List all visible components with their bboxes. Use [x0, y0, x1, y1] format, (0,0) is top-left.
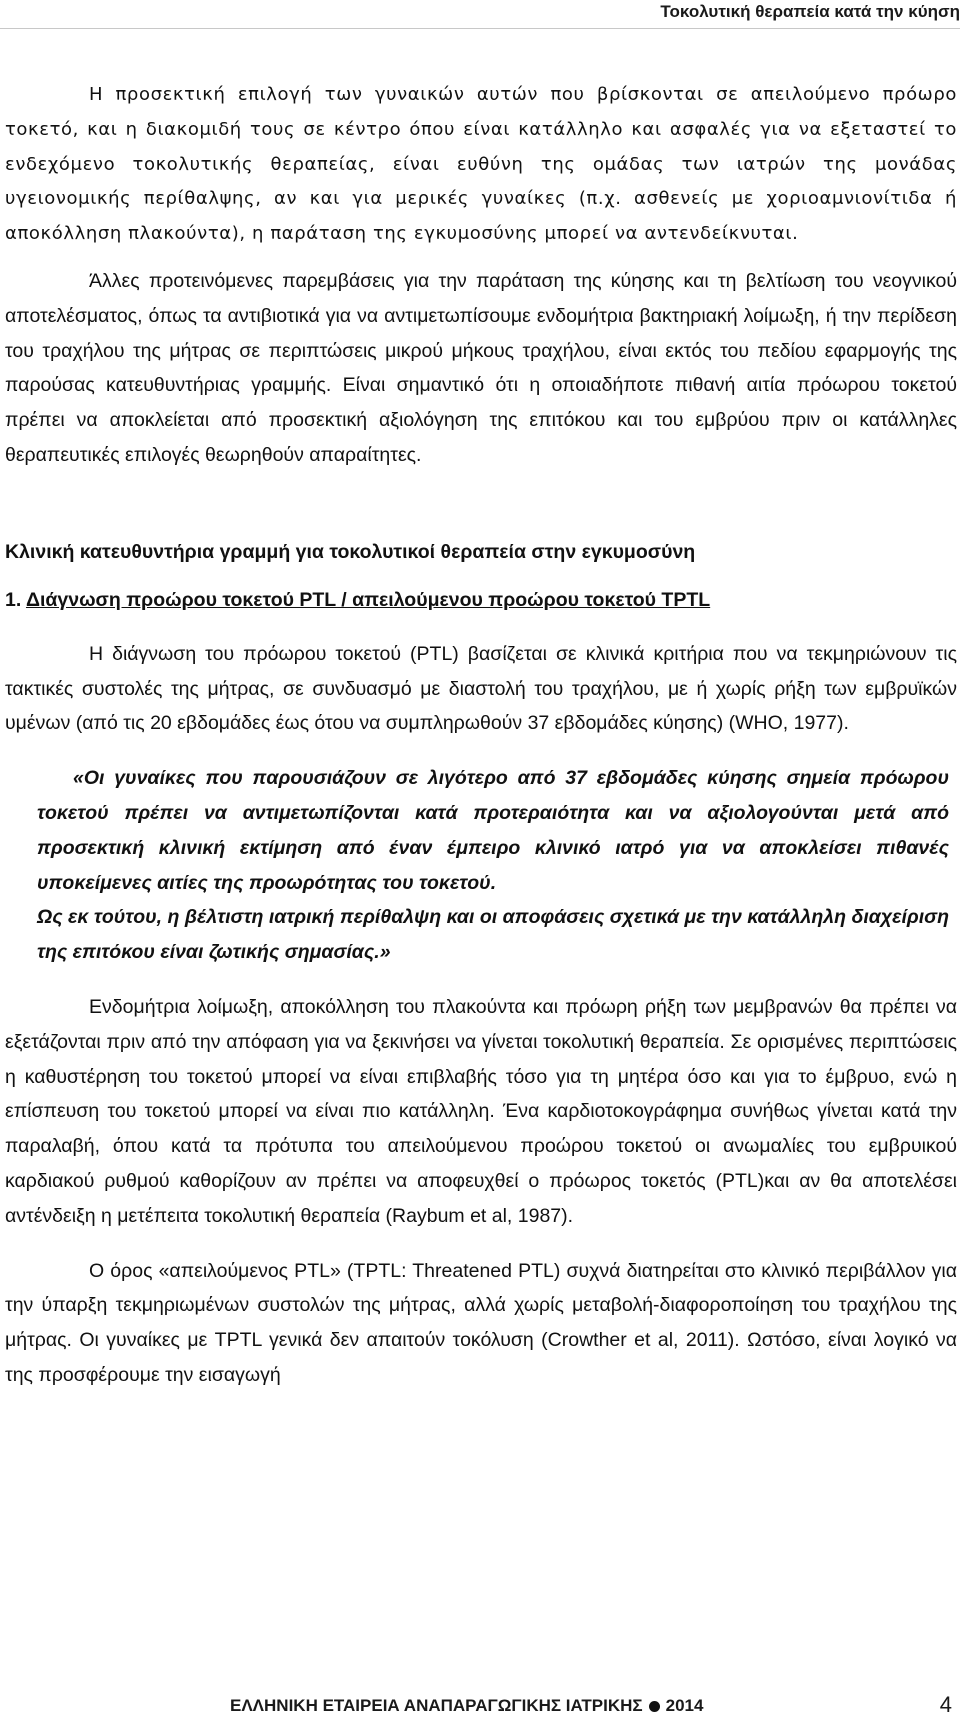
footer-society [230, 1696, 703, 1716]
bullet-dot-icon [649, 1701, 660, 1712]
paragraph-tptl-term: Ο όρος «απειλούμενος PTL» (TPTL: Threatened PTL) συχνά διατηρείται στο κλινικό περιβάλλον για την ύπαρξη τεκμηριωμένων συστολών της μήτρας, αλλά χωρίς μεταβολή-διαφοροποίηση του τραχήλου της μήτρας. Οι γυναίκες με TPTL γενικά δεν απαιτούν τοκόλυση (Crowther et al, 2011). Ωστόσο, είναι λογικό να της προσφέρουμε την εισαγωγή [5, 1259, 957, 1386]
subsection-title: Διάγνωση προώρου τοκετού PTL / απειλούμενου προώρου τοκετού TPTL [25, 588, 711, 611]
paragraph-patient-selection: Η προσεκτική επιλογή των γυναικών αυτών που βρίσκονται σε απειλούμενο πρόωρο τοκετό, και η διακομιδή τους σε κέντρο όπου είναι κατάλληλο και ασφαλές για να εξεταστεί το ενδεχόμενο τοκολυτικής θεραπείας, είναι ευθύνη της ομάδας των ιατρών της μονάδας υγειονομικής περίθαλψης, αν και για μερικές γυναίκες (π.χ. ασθενείς με χοριοαμνιονίτιδα ή αποκόλληση πλακούντα), η παράταση της εγκυμοσύνης μπορεί να αντενδείκνυται. [5, 84, 957, 245]
subsection-heading [5, 583, 957, 617]
paragraph-other-interventions: Άλλες προτεινόμενες παρεμβάσεις για την παράταση της κύησης και τη βελτίωση του νεογνικού αποτελέσματος, όπως τα αντιβιοτικά για να αντιμετωπίσουμε ενδομήτρια βακτηριακή λοίμωξη, ή την περίδεση του τραχήλου της μήτρας σε περιπτώσεις μικρού μήκους τραχήλου, είναι εκτός του πεδίου εφαρμογής της παρούσας κατευθυντήριας γραμμής. Είναι σημαντικό ότι η οποιαδήποτε πιθανή αιτία πρόωρου τοκετού πρέπει να αποκλείεται από προσεκτική αξιολόγηση της επιτόκου και του εμβρύου πριν οι κατάλληλες θεραπευτικές επιλογές θεωρηθούν απαραίτητες. [5, 269, 957, 466]
section-heading: Κλινική κατευθυντήρια γραμμή για τοκολυτικοί θεραπεία στην εγκυμοσύνη [5, 540, 696, 563]
quote-paragraph-1: «Οι γυναίκες που παρουσιάζουν σε λιγότερο από 37 εβδομάδες κύησης σημεία πρόωρου τοκετού πρέπει να αντιμετωπίζονται κατά προτεραιότητα και να αξιολογούνται μετά από προσεκτική κλινική εκτίμηση από έναν έμπειρο κλινικό ιατρό για να αποκλείσει πιθανές υποκείμενες αιτίες της προωρότητας του τοκετού. [37, 767, 949, 894]
quote-paragraph-2: Ως εκ τούτου, η βέλτιστη ιατρική περίθαλψη και οι αποφάσεις σχετικά με την κατάλληλη διαχείριση της επιτόκου είναι ζωτικής σημασίας.» [37, 906, 949, 964]
paragraph-ptl-diagnosis: Η διάγνωση του πρόωρου τοκετού (PTL) βασίζεται σε κλινικά κριτήρια που να τεκμηριώνουν τις τακτικές συστολές της μήτρας, σε συνδυασμό με διαστολή του τραχήλου, με ή χωρίς ρήξη των εμβρυϊκών υμένων (από τις 20 εβδομάδες έως ότου να συμπληρωθούν 37 εβδομάδες κύησης) (WHO, 1977). [5, 642, 957, 735]
subsection-number: 1. [5, 588, 22, 611]
footer-society-name: ΕΛΛΗΝΙΚΗ ΕΤΑΙΡΕΙΑ ΑΝΑΠΑΡΑΓΩΓΙΚΗΣ ΙΑΤΡΙΚΗΣ [230, 1696, 643, 1715]
paragraph-ctg: Ενδομήτρια λοίμωξη, αποκόλληση του πλακούντα και πρόωρη ρήξη των μεμβρανών θα πρέπει να εξετάζονται πριν από την απόφαση για να ξεκινήσει να γίνεται τοκολυτική θεραπεία. Σε ορισμένες περιπτώσεις η καθυστέρηση του τοκετού μπορεί να είναι επιβλαβής τόσο για τη μητέρα όσο και για το έμβρυο, ενώ η επίσπευση του τοκετού μπορεί να είναι πιο κατάλληλη. Ένα καρδιοτοκογράφημα συνήθως γίνεται κατά την παραλαβή, όπου κατά τα πρότυπα του απειλούμενου προώρου τοκετού οι ανωμαλίες του εμβρυικού καρδιακού ρυθμού καθορίζουν αν πρέπει να αποφευχθεί ο πρόωρος τοκετός (PTL)και αν θα αποτελέσει αντένδειξη η μετέπειτα τοκολυτική θεραπεία (Raybum et al, 1987). [5, 995, 957, 1227]
running-header: Τοκολυτική θεραπεία κατά την κύηση [660, 2, 960, 21]
page-number: 4 [939, 1692, 952, 1717]
page-content [5, 78, 957, 1393]
header-rule [0, 28, 960, 29]
footer-year: 2014 [665, 1696, 704, 1715]
page-footer [0, 1692, 960, 1722]
guideline-quote [5, 761, 957, 970]
